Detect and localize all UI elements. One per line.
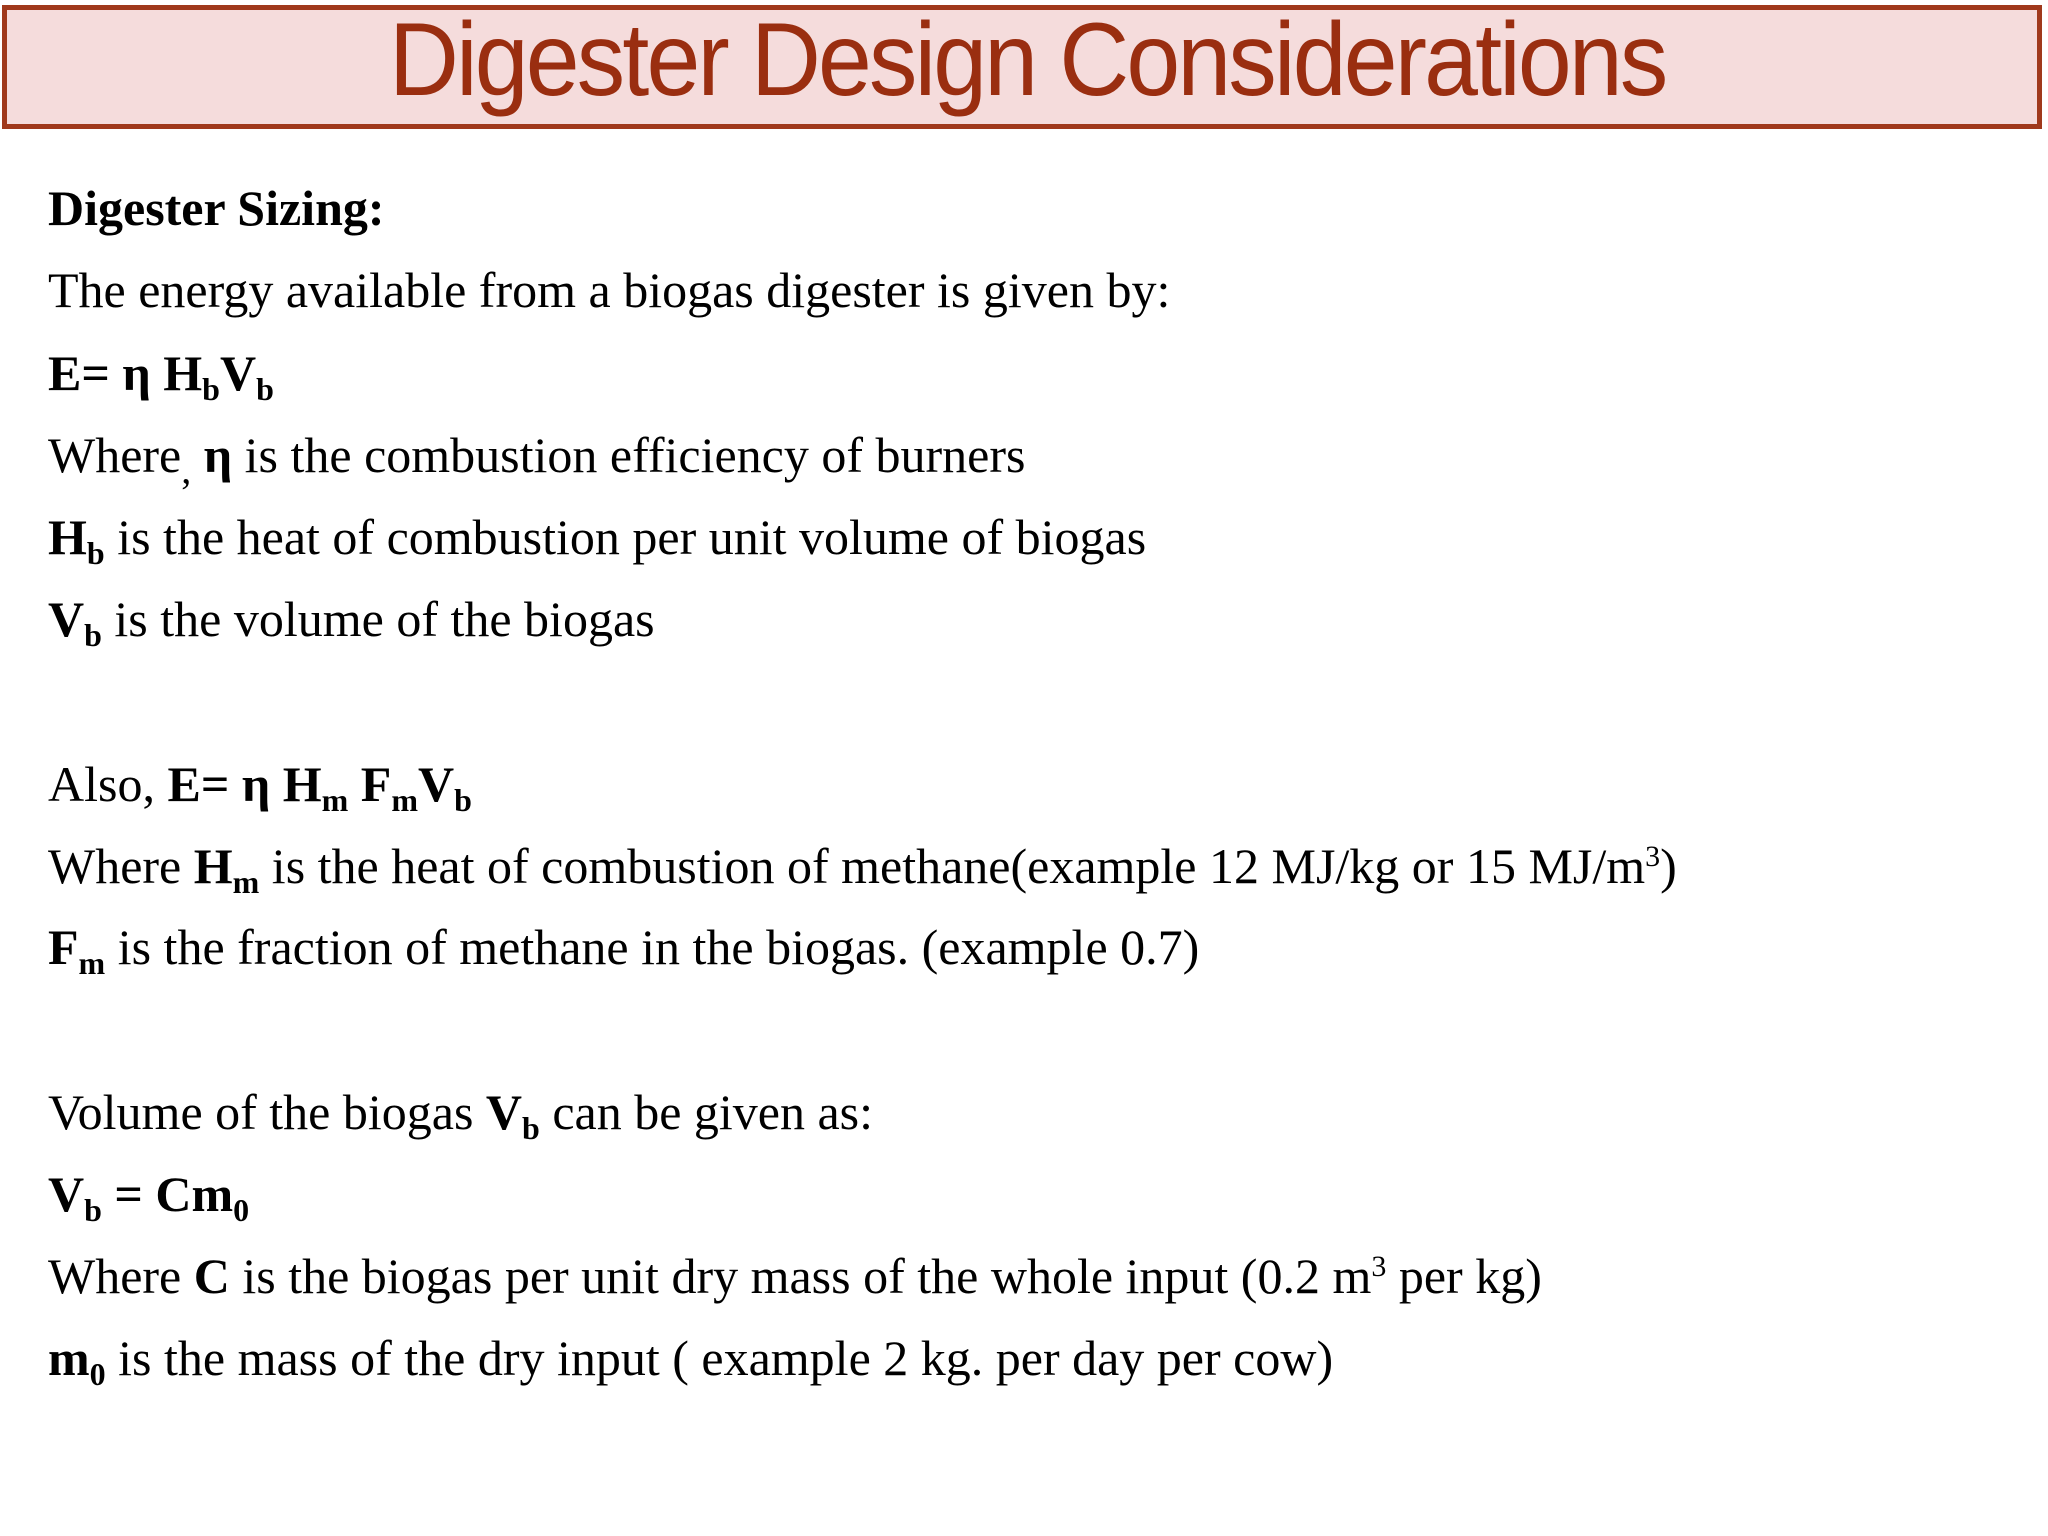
- vol-intro-symbol: V: [485, 1084, 523, 1140]
- eq2-lhs: E=: [167, 756, 230, 812]
- intro-line: The energy available from a biogas digester is given by:: [48, 262, 1171, 318]
- hm-def-text: is the heat of combustion of methane(example 12 MJ/kg or 15 MJ/m: [259, 838, 1646, 894]
- eq2-h: H: [282, 756, 322, 812]
- vol-intro-text: can be given as:: [539, 1084, 874, 1140]
- eta-definition: [48, 427, 1026, 493]
- vb-def-text: is the volume of the biogas: [101, 591, 655, 647]
- c-def-text: is the biogas per unit dry mass of the whole input (0.2 m: [229, 1248, 1372, 1304]
- c-def-suffix: per kg): [1386, 1248, 1542, 1304]
- fm-def-sub: m: [78, 945, 106, 982]
- eta-def-symbol: η: [203, 427, 233, 483]
- volume-intro: [48, 1084, 874, 1147]
- eq2-prefix: Also,: [48, 756, 168, 812]
- vol-intro-prefix: Volume of the biogas: [48, 1084, 486, 1140]
- eta-def-prefix: Where: [48, 427, 182, 483]
- eq1-h: H: [163, 345, 203, 401]
- vb-def-symbol: V: [48, 591, 85, 647]
- equation-energy-methane: [48, 756, 472, 819]
- hm-def-suffix: ): [1660, 838, 1677, 894]
- eta-def-comma: ,: [181, 447, 192, 493]
- eq3-v-sub: b: [84, 1192, 102, 1229]
- eq2-eta: η: [241, 756, 271, 812]
- hm-def-sup: 3: [1645, 839, 1661, 873]
- title-bar: [2, 2, 2042, 129]
- m0-def-symbol: m: [48, 1330, 90, 1386]
- hb-def-symbol: H: [48, 509, 87, 565]
- m0-def-text: is the mass of the dry input ( example 2 kg. per day per cow): [105, 1330, 1334, 1386]
- vb-definition: [48, 591, 655, 654]
- equation-volume: [48, 1166, 250, 1229]
- hm-definition: [48, 838, 1677, 901]
- eq2-f: F: [360, 756, 392, 812]
- slide-title: Digester Design Considerations: [388, 2, 1666, 118]
- eq2-v: V: [417, 756, 455, 812]
- eq1-v-sub: b: [256, 371, 274, 408]
- equation-energy-basic: [48, 345, 274, 408]
- eq3-eq: = Cm: [101, 1166, 234, 1222]
- eq2-v-sub: b: [454, 782, 472, 819]
- fm-definition: [48, 919, 1200, 982]
- eq1-h-sub: b: [202, 371, 220, 408]
- eq3-v: V: [48, 1166, 85, 1222]
- vol-intro-sub: b: [522, 1110, 540, 1147]
- hb-def-text: is the heat of combustion per unit volume of biogas: [104, 509, 1147, 565]
- hb-def-sub: b: [86, 535, 105, 572]
- eq1-eta: η: [122, 345, 151, 401]
- hm-def-prefix: Where: [48, 838, 194, 894]
- hm-def-sub: m: [232, 864, 260, 901]
- eq2-f-sub: m: [391, 782, 418, 819]
- m0-definition: [48, 1330, 1334, 1393]
- c-def-symbol: C: [193, 1248, 230, 1304]
- m0-def-sub: 0: [89, 1356, 106, 1393]
- hm-def-symbol: H: [193, 838, 233, 894]
- hb-definition: [48, 509, 1147, 572]
- section-heading: Digester Sizing:: [48, 180, 385, 236]
- eq1-v: V: [219, 345, 257, 401]
- eq2-h-sub: m: [321, 782, 349, 819]
- c-def-sup: 3: [1371, 1249, 1387, 1283]
- eq3-m-sub: 0: [233, 1192, 250, 1229]
- c-definition: [48, 1248, 1542, 1304]
- eq1-lhs: E=: [48, 345, 110, 401]
- fm-def-text: is the fraction of methane in the biogas. (example 0.7): [105, 919, 1200, 975]
- eta-def-text: is the combustion efficiency of burners: [232, 427, 1026, 483]
- vb-def-sub: b: [84, 617, 102, 654]
- fm-def-symbol: F: [48, 919, 79, 975]
- c-def-prefix: Where: [48, 1248, 194, 1304]
